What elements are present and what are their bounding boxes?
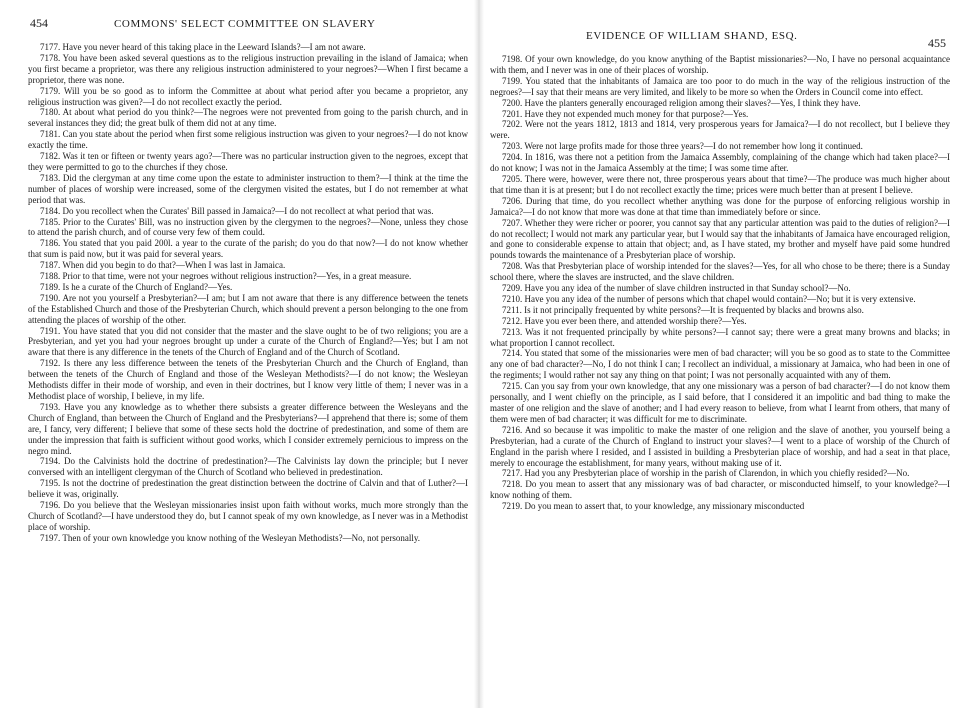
- testimony-entry: 7214. You stated that some of the missionaries were men of bad character; will you be so good as to state to the Committee any one of bad character?—No, I do not think I can; I recollect an individual, a missionary at Jamaica, who had been in one of the regiments; I would rather not say any thing on that point; I was not personally acquainted with any of them.: [490, 348, 950, 381]
- testimony-entry: 7189. Is he a curate of the Church of England?—Yes.: [40, 281, 233, 292]
- testimony-entry: 7205. There were, however, were there not, three prosperous years about that time?—The produce was much higher about that time than it is at present; but I do not recollect exactly the time; prices were much better than at present I believe.: [490, 173, 950, 195]
- testimony-entry: 7181. Can you state about the period when first some religious instruction was given to your negroes?—I do not know exactly the time.: [28, 129, 468, 151]
- testimony-entry: 7180. At about what period do you think?—The negroes were not prevented from going to the parish church, and in several instances they did; the great bulk of them did not at any time.: [28, 107, 468, 129]
- testimony-entry: 7203. Were not large profits made for those three years?—I do not remember how long it continued.: [502, 141, 863, 152]
- testimony-entry: 7216. And so because it was impolitic to make the master of one religion and the slave of another, you yourself being a Presbyterian, had a curate of the Church of England to instruct your slaves?—I went to a place of worship of the Church of England in the parish where I resided, and I assisted in building a Presbyterian place of worship, and had a seat in that place, merely to encourage the establishment, for many years, without making use of it.: [490, 424, 950, 468]
- left-page-number: 454: [30, 16, 48, 30]
- left-page-header: [28, 16, 468, 36]
- testimony-entry: 7215. Can you say from your own knowledge, that any one missionary was a person of bad character?—I do not know them personally, and I went chiefly on the principle, as I said before, that I considered it an impolitic and bad thing to make the master of one religion and the slave of another; and I had every reason to believe, from what I learnt from others, that many of them were men of bad character; it was difficult for me to discriminate.: [490, 381, 950, 424]
- testimony-entry: 7210. Have you any idea of the number of persons which that chapel would contain?—No; but it is very extensive.: [502, 293, 916, 304]
- testimony-entry: 7193. Have you any knowledge as to whether there subsists a greater difference between the Wesleyans and the Church of England, than between the Church of England and the Presbyterians?—I apprehend that there is; some of them are, I fancy, very different; I believe that some of these sects hold the doctrine of predestination, and some of them are under the impression that faith is sufficient without good works, which I consider extremely pernicious to impress on the negro mind.: [28, 401, 468, 456]
- left-page-entries: [28, 42, 468, 544]
- left-page: [0, 0, 478, 708]
- testimony-entry: 7192. Is there any less difference between the tenets of the Presbyterian Church and the Church of England, than between the tenets of the Church of England and those of the Wesleyan Methodists?—I do not know; the Wesleyan Methodists differ in their mode of worship, and even in their doctrines, but I know very little of them; I never was in a Methodist place of worship, I believe, in my life.: [28, 358, 468, 401]
- testimony-entry: 7211. Is it not principally frequented by white persons?—It is frequented by blacks and browns also.: [502, 304, 864, 315]
- testimony-entry: 7206. During that time, do you recollect whether anything was done for the purpose of enforcing religious worship in Jamaica?—I do not know that more was done at that time than immediately before or since.: [490, 195, 950, 217]
- testimony-entry: 7178. You have been asked several questions as to the religious instruction prevailing in the island of Jamaica; when you first became a proprietor, was there any religious instruction administered to your negroes?—When I first became a proprietor, there was none.: [28, 52, 468, 85]
- testimony-entry: 7212. Have you ever been there, and attended worship there?—Yes.: [502, 315, 747, 326]
- testimony-entry: 7177. Have you never heard of this taking place in the Leeward Islands?—I am not aware.: [40, 42, 366, 52]
- testimony-entry: 7188. Prior to that time, were not your negroes without religious instruction?—Yes, in a great measure.: [40, 271, 412, 282]
- testimony-entry: 7186. You stated that you paid 200l. a year to the curate of the parish; do you do that now?—I do not know whether that sum is paid now, but it was paid for several years.: [28, 238, 468, 260]
- left-running-head: COMMONS' SELECT COMMITTEE ON SLAVERY: [114, 18, 376, 30]
- testimony-entry: 7199. You stated that the inhabitants of Jamaica are too poor to do much in the way of the religious instruction of the negroes?—I say that their means are very limited, and likely to be more so when the Orders in Council come into effect.: [490, 75, 950, 97]
- testimony-entry: 7200. Have the planters generally encouraged religion among their slaves?—Yes, I think they have.: [502, 97, 861, 108]
- right-page: [480, 0, 980, 708]
- testimony-entry: 7195. Is not the doctrine of predestination the great distinction between the doctrine of Calvin and that of Luther?—I believe it was, originally.: [28, 478, 468, 500]
- testimony-entry: 7219. Do you mean to assert that, to your knowledge, any missionary misconducted: [502, 501, 805, 512]
- testimony-entry: 7209. Have you any idea of the number of slave children instructed in that Sunday school?—No.: [502, 283, 851, 294]
- right-page-entries: [490, 54, 950, 512]
- testimony-entry: 7194. Do the Calvinists hold the doctrine of predestination?—The Calvinists lay down the principle; but I never conversed with an intelligent clergyman of the Church of Scotland who believed in predestination.: [28, 456, 468, 478]
- testimony-entry: 7218. Do you mean to assert that any missionary was of bad character, or misconducted himself, to your knowledge?—I know nothing of them.: [490, 479, 950, 501]
- testimony-entry: 7202. Were not the years 1812, 1813 and 1814, very prosperous years for Jamaica?—I do not recollect, but I believe they were.: [490, 119, 950, 141]
- testimony-entry: 7208. Was that Presbyterian place of worship intended for the slaves?—Yes, for all who chose to be there; there is a Sunday school there, where the slaves are instructed, and the slave children.: [490, 261, 950, 283]
- testimony-entry: 7207. Whether they were richer or poorer, you cannot say that any particular attention was paid to the duties of religion?—I do not recollect; I would not mark any particular year, but I would say that the inhabitants of Jamaica have encouraged religion, and gone to considerable expense to attain that object; and, as I have stated, my brother and myself have paid some hundred pounds towards the maintenance of a Presbyterian place of worship.: [490, 217, 950, 261]
- right-page-header: [490, 22, 950, 50]
- testimony-entry: 7204. In 1816, was there not a petition from the Jamaica Assembly, complaining of the change which had taken place?—I do not know; I was not in the Jamaica Assembly at the time; I was some time after.: [490, 152, 950, 174]
- testimony-entry: 7187. When did you begin to do that?—When I was last in Jamaica.: [40, 260, 286, 271]
- testimony-entry: 7197. Then of your own knowledge you know nothing of the Wesleyan Methodists?—No, not personally.: [40, 532, 421, 543]
- right-page-number: 455: [928, 36, 946, 50]
- testimony-entry: 7182. Was it ten or fifteen or twenty years ago?—There was no particular instruction given to the negroes, except that they were permitted to go to the churches if they chose.: [28, 151, 468, 172]
- testimony-entry: 7201. Have they not expended much money for that purpose?—Yes.: [502, 108, 749, 119]
- testimony-entry: 7198. Of your own knowledge, do you know anything of the Baptist missionaries?—No, I have no personal acquaintance with them, and I never was in one of their places of worship.: [490, 54, 950, 75]
- testimony-entry: 7217. Had you any Presbyterian place of worship in the parish of Clarendon, in which you chiefly resided?—No.: [502, 468, 910, 479]
- testimony-entry: 7183. Did the clergyman at any time come upon the estate to administer instruction to them?—I think at the time the number of places of worship were increased, some of the clergymen visited the estates, but I do not remember at what period that was.: [28, 172, 468, 205]
- right-running-head: EVIDENCE OF WILLIAM SHAND, ESQ.: [586, 30, 798, 42]
- testimony-entry: 7190. Are not you yourself a Presbyterian?—I am; but I am not aware that there is any difference between the tenets of the Established Church and those of the Presbyterian Church, which should prevent a person belonging to the one from attending the places of worship of the other.: [28, 292, 468, 325]
- testimony-entry: 7179. Will you be so good as to inform the Committee at about what period after you became a proprietor, any religious instruction was given?—I do not recollect exactly the period.: [28, 85, 468, 107]
- testimony-entry: 7184. Do you recollect when the Curates' Bill passed in Jamaica?—I do not recollect at what period that was.: [40, 205, 434, 216]
- testimony-entry: 7213. Was it not frequented principally by white persons?—I cannot say; there were a great many browns and blacks; in what proportion I cannot recollect.: [490, 326, 950, 348]
- testimony-entry: 7196. Do you believe that the Wesleyan missionaries insist upon faith without works, much more strongly than the Church of Scotland?—I have understood they do, but I cannot speak of my own knowledge, as I never was in a Methodist place of worship.: [28, 500, 468, 532]
- testimony-entry: 7191. You have stated that you did not consider that the master and the slave ought to be of two religions; you are a Presbyterian, and yet you had your negroes brought up under a curate of the Church of England?—Yes; but I am not aware that there is any difference in the tenets of the Church of England and of the Church of Scotland.: [28, 325, 468, 358]
- testimony-entry: 7185. Prior to the Curates' Bill, was no instruction given by the clergymen to the negroes?—None, unless they chose to attend the parish church, and of course very few of them could.: [28, 216, 468, 238]
